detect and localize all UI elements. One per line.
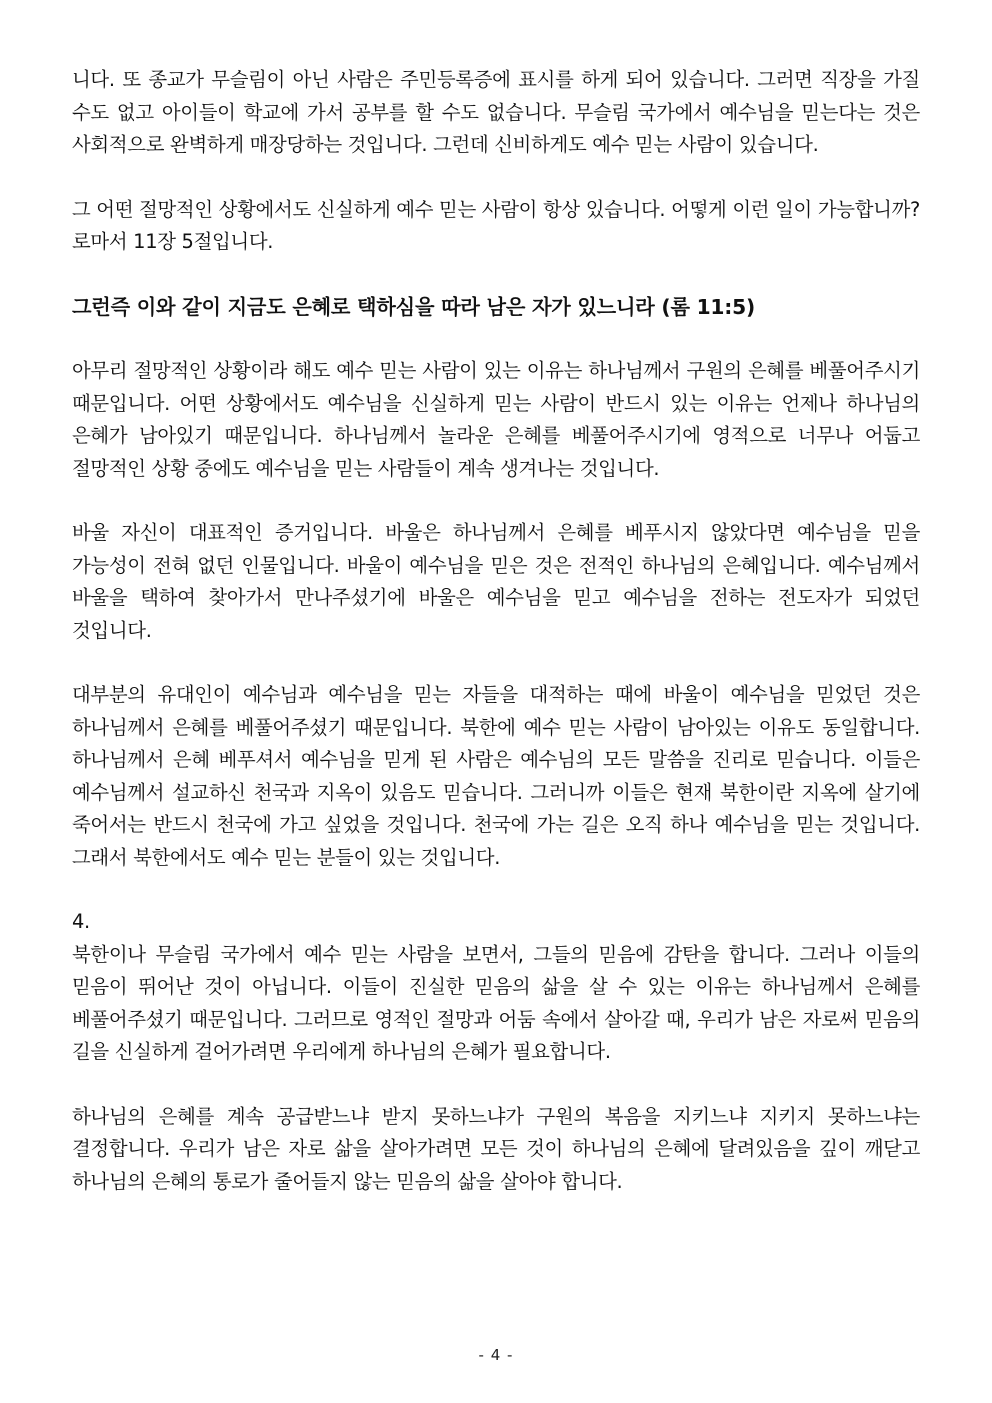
section-number: 4. <box>72 910 90 933</box>
document-page <box>72 64 920 1198</box>
paragraph-7: 하나님의 은혜를 계속 공급받느냐 받지 못하느냐가 구원의 복음을 지키느냐 지키지 못하느냐는 결정합니다. 우리가 남은 자로 삶을 살아가려면 모든 것이 하나님의 은혜에 달려있음을 깊이 깨닫고 하나님의 은혜의 통로가 줄어들지 않는 믿음의 삶을 살아야 합니다. <box>72 1104 920 1193</box>
scripture-verse: 그런즉 이와 같이 지금도 은혜로 택하심을 따라 남은 자가 있느니라 (롬 11:5) <box>72 294 756 319</box>
paragraph-6: 북한이나 무슬림 국가에서 예수 믿는 사람을 보면서, 그들의 믿음에 감탄을 합니다. 그러나 이들의 믿음이 뛰어난 것이 아닙니다. 이들이 진실한 믿음의 삶을 살 수 있는 이유는 하나님께서 은혜를 베풀어주셨기 때문입니다. 그러므로 영적인 절망과 어둠 속에서 살아갈 때, 우리가 남은 자로써 믿음의 길을 신실하게 걸어가려면 우리에게 하나님의 은혜가 필요합니다. <box>72 942 920 1063</box>
paragraph-3: 아무리 절망적인 상황이라 해도 예수 믿는 사람이 있는 이유는 하나님께서 구원의 은혜를 베풀어주시기 때문입니다. 어떤 상황에서도 예수님을 신실하게 믿는 사람이 반드시 있는 이유는 언제나 하나님의 은혜가 남아있기 때문입니다. 하나님께서 놀라운 은혜를 베풀어주시기에 영적으로 너무나 어둡고 절망적인 상황 중에도 예수님을 믿는 사람들이 계속 생겨나는 것입니다. <box>72 359 920 480</box>
paragraph-5: 대부분의 유대인이 예수님과 예수님을 믿는 자들을 대적하는 때에 바울이 예수님을 믿었던 것은 하나님께서 은혜를 베풀어주셨기 때문입니다. 북한에 예수 믿는 사람이 남아있는 이유도 동일합니다. 하나님께서 은혜 베푸셔서 예수님을 믿게 된 사람은 예수님의 모든 말씀을 진리로 믿습니다. 이들은 예수님께서 설교하신 천국과 지옥이 있음도 믿습니다. 그러니까 이들은 현재 북한이란 지옥에 살기에 죽어서는 반드시 천국에 가고 싶었을 것입니다. 천국에 가는 길은 오직 하나 예수님을 믿는 것입니다. 그래서 북한에서도 예수 믿는 분들이 있는 것입니다. <box>72 683 920 869</box>
paragraph-2: 그 어떤 절망적인 상황에서도 신실하게 예수 믿는 사람이 항상 있습니다. 어떻게 이런 일이 가능합니까? 로마서 11장 5절입니다. <box>72 197 920 253</box>
page-number: - 4 - <box>478 1346 514 1364</box>
paragraph-1: 니다. 또 종교가 무슬림이 아닌 사람은 주민등록증에 표시를 하게 되어 있습니다. 그러면 직장을 가질 수도 없고 아이들이 학교에 가서 공부를 할 수도 없습니다. 무슬림 국가에서 예수님을 믿는다는 것은 사회적으로 완벽하게 매장당하는 것입니다. 그런데 신비하게도 예수 믿는 사람이 있습니다. <box>72 68 920 156</box>
paragraph-4: 바울 자신이 대표적인 증거입니다. 바울은 하나님께서 은혜를 베푸시지 않았다면 예수님을 믿을 가능성이 전혀 없던 인물입니다. 바울이 예수님을 믿은 것은 전적인 하나님의 은혜입니다. 예수님께서 바울을 택하여 찾아가서 만나주셨기에 바울은 예수님을 믿고 예수님을 전하는 전도자가 되었던 것입니다. <box>72 521 920 642</box>
